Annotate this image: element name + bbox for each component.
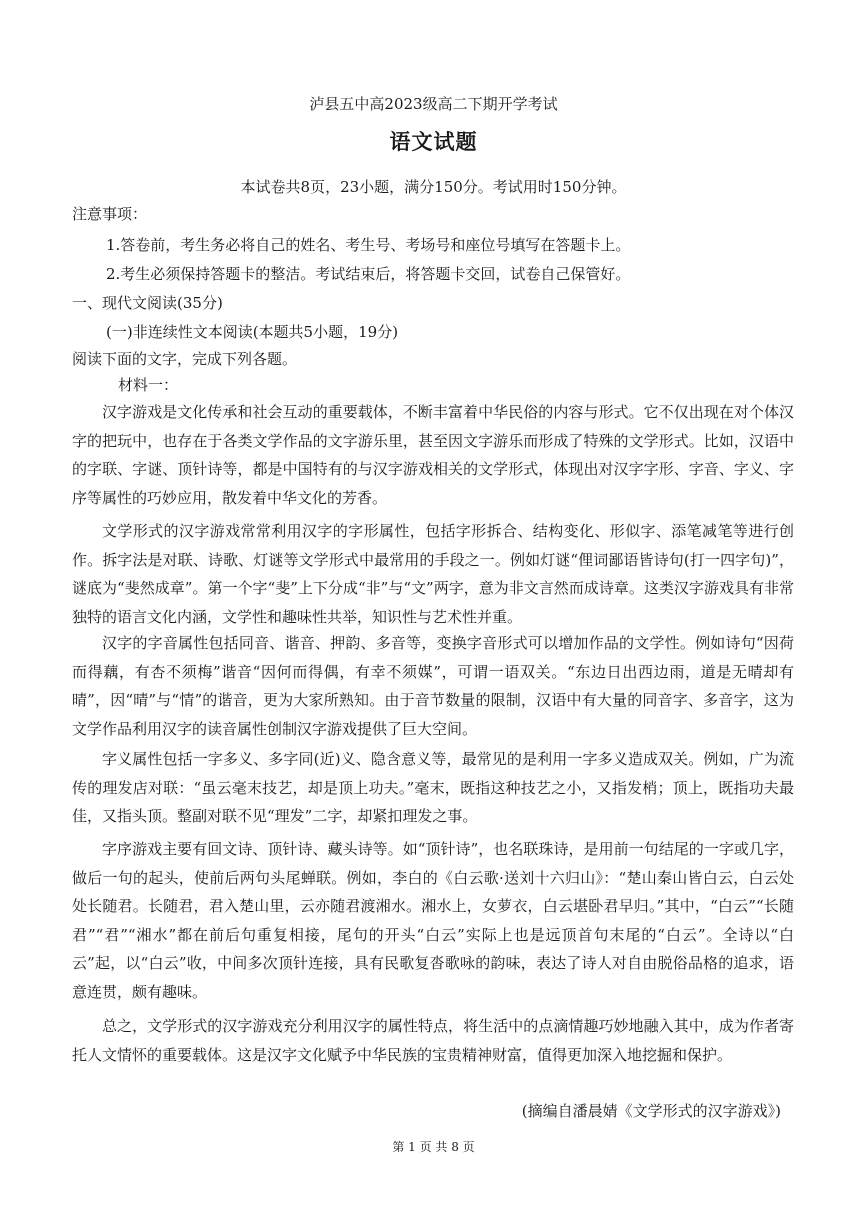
section-subheading: (一)非连续性文本阅读(本题共5小题，19分) bbox=[106, 323, 399, 341]
exam-info: 本试卷共8页，23小题，满分150分。考试用时150分钟。 bbox=[240, 178, 627, 196]
notice-item-2: 2.考生必须保持答题卡的整洁。考试结束后，将答题卡交回，试卷自己保管好。 bbox=[106, 265, 631, 283]
exam-title: 泸县五中高2023级高二下期开学考试 bbox=[309, 95, 558, 113]
section-heading: 一、现代文阅读(35分) bbox=[72, 294, 223, 312]
page-footer: 第 1 页 共 8 页 bbox=[392, 1140, 475, 1154]
source-citation: (摘编自潘晨婧《文学形式的汉字游戏》) bbox=[521, 1102, 781, 1120]
notice-heading: 注意事项： bbox=[72, 205, 148, 223]
paragraph-5: 字序游戏主要有回文诗、顶针诗、藏头诗等。如“顶针诗”，也名联珠诗，是用前一句结尾的一字或几字，做后一句的起头，使前后两句头尾蝉联。例如，李白的《白云歌·送刘十六归山》：“楚山秦山皆白云，白云处处长随君。长随君，君入楚山里，云亦随君渡湘水。湘水上，女萝衣，白云堪卧君早归。”其中，“白云”“长随君”“君”“湘水”都在前后句重复相接，尾句的开头“白云”实际上也是远顶首句末尾的“白云”。全诗以“白云”起，以“白云”收，中间多次顶针连接，具有民歌复沓歌咏的韵味，表达了诗人对自由脱俗品格的追求，语意连贯，颇有趣味。 bbox=[72, 840, 794, 1001]
paragraph-1: 汉字游戏是文化传承和社会互动的重要载体，不断丰富着中华民俗的内容与形式。它不仅出现在对个体汉字的把玩中，也存在于各类文学作品的文字游乐里，甚至因文字游乐而形成了特殊的文学形式。比如，汉语中的字联、字谜、顶针诗等，都是中国特有的与汉字游戏相关的文学形式，体现出对汉字字形、字音、字义、字序等属性的巧妙应用，散发着中华文化的芳香。 bbox=[72, 403, 794, 507]
reading-instruction: 阅读下面的文字，完成下列各题。 bbox=[72, 350, 298, 368]
notice-item-1: 1.答卷前，考生务必将自己的姓名、考生号、考场号和座位号填写在答题卡上。 bbox=[106, 236, 631, 254]
material-label: 材料一： bbox=[118, 376, 179, 394]
subject-title: 语文试题 bbox=[389, 129, 478, 154]
paragraph-3: 汉字的字音属性包括同音、谐音、押韵、多音等，变换字音形式可以增加作品的文学性。例如诗句“因荷而得藕，有杏不须梅”谐音“因何而得偶，有幸不须媒”，可谓一语双关。“东边日出西边雨，道是无晴却有晴”，因“晴”与“情”的谐音，更为大家所熟知。由于音节数量的限制，汉语中有大量的同音字、多音字，这为文学作品利用汉字的读音属性创制汉字游戏提供了巨大空间。 bbox=[72, 634, 794, 738]
paragraph-2: 文学形式的汉字游戏常常利用汉字的字形属性，包括字形拆合、结构变化、形似字、添笔减笔等进行创作。拆字法是对联、诗歌、灯谜等文学形式中最常用的手段之一。例如灯谜“俚词鄙语皆诗句(打一四字句)”，谜底为“斐然成章”。第一个字“斐”上下分成“非”与“文”两字，意为非文言然而成诗章。这类汉字游戏具有非常独特的语言文化内涵，文学性和趣味性共举，知识性与艺术性并重。 bbox=[72, 522, 794, 626]
paragraph-4: 字义属性包括一字多义、多字同(近)义、隐含意义等，最常见的是利用一字多义造成双关。例如，广为流传的理发店对联：“虽云毫末技艺，却是顶上功夫。”毫末，既指这种技艺之小，又指发梢；顶上，既指功夫最佳，又指头顶。整副对联不见“理发”二字，却紧扣理发之事。 bbox=[72, 750, 794, 825]
paragraph-6: 总之，文学形式的汉字游戏充分利用汉字的属性特点，将生活中的点滴情趣巧妙地融入其中，成为作者寄托人文情怀的重要载体。这是汉字文化赋予中华民族的宝贵精神财富，值得更加深入地挖掘和保护。 bbox=[72, 1017, 794, 1064]
